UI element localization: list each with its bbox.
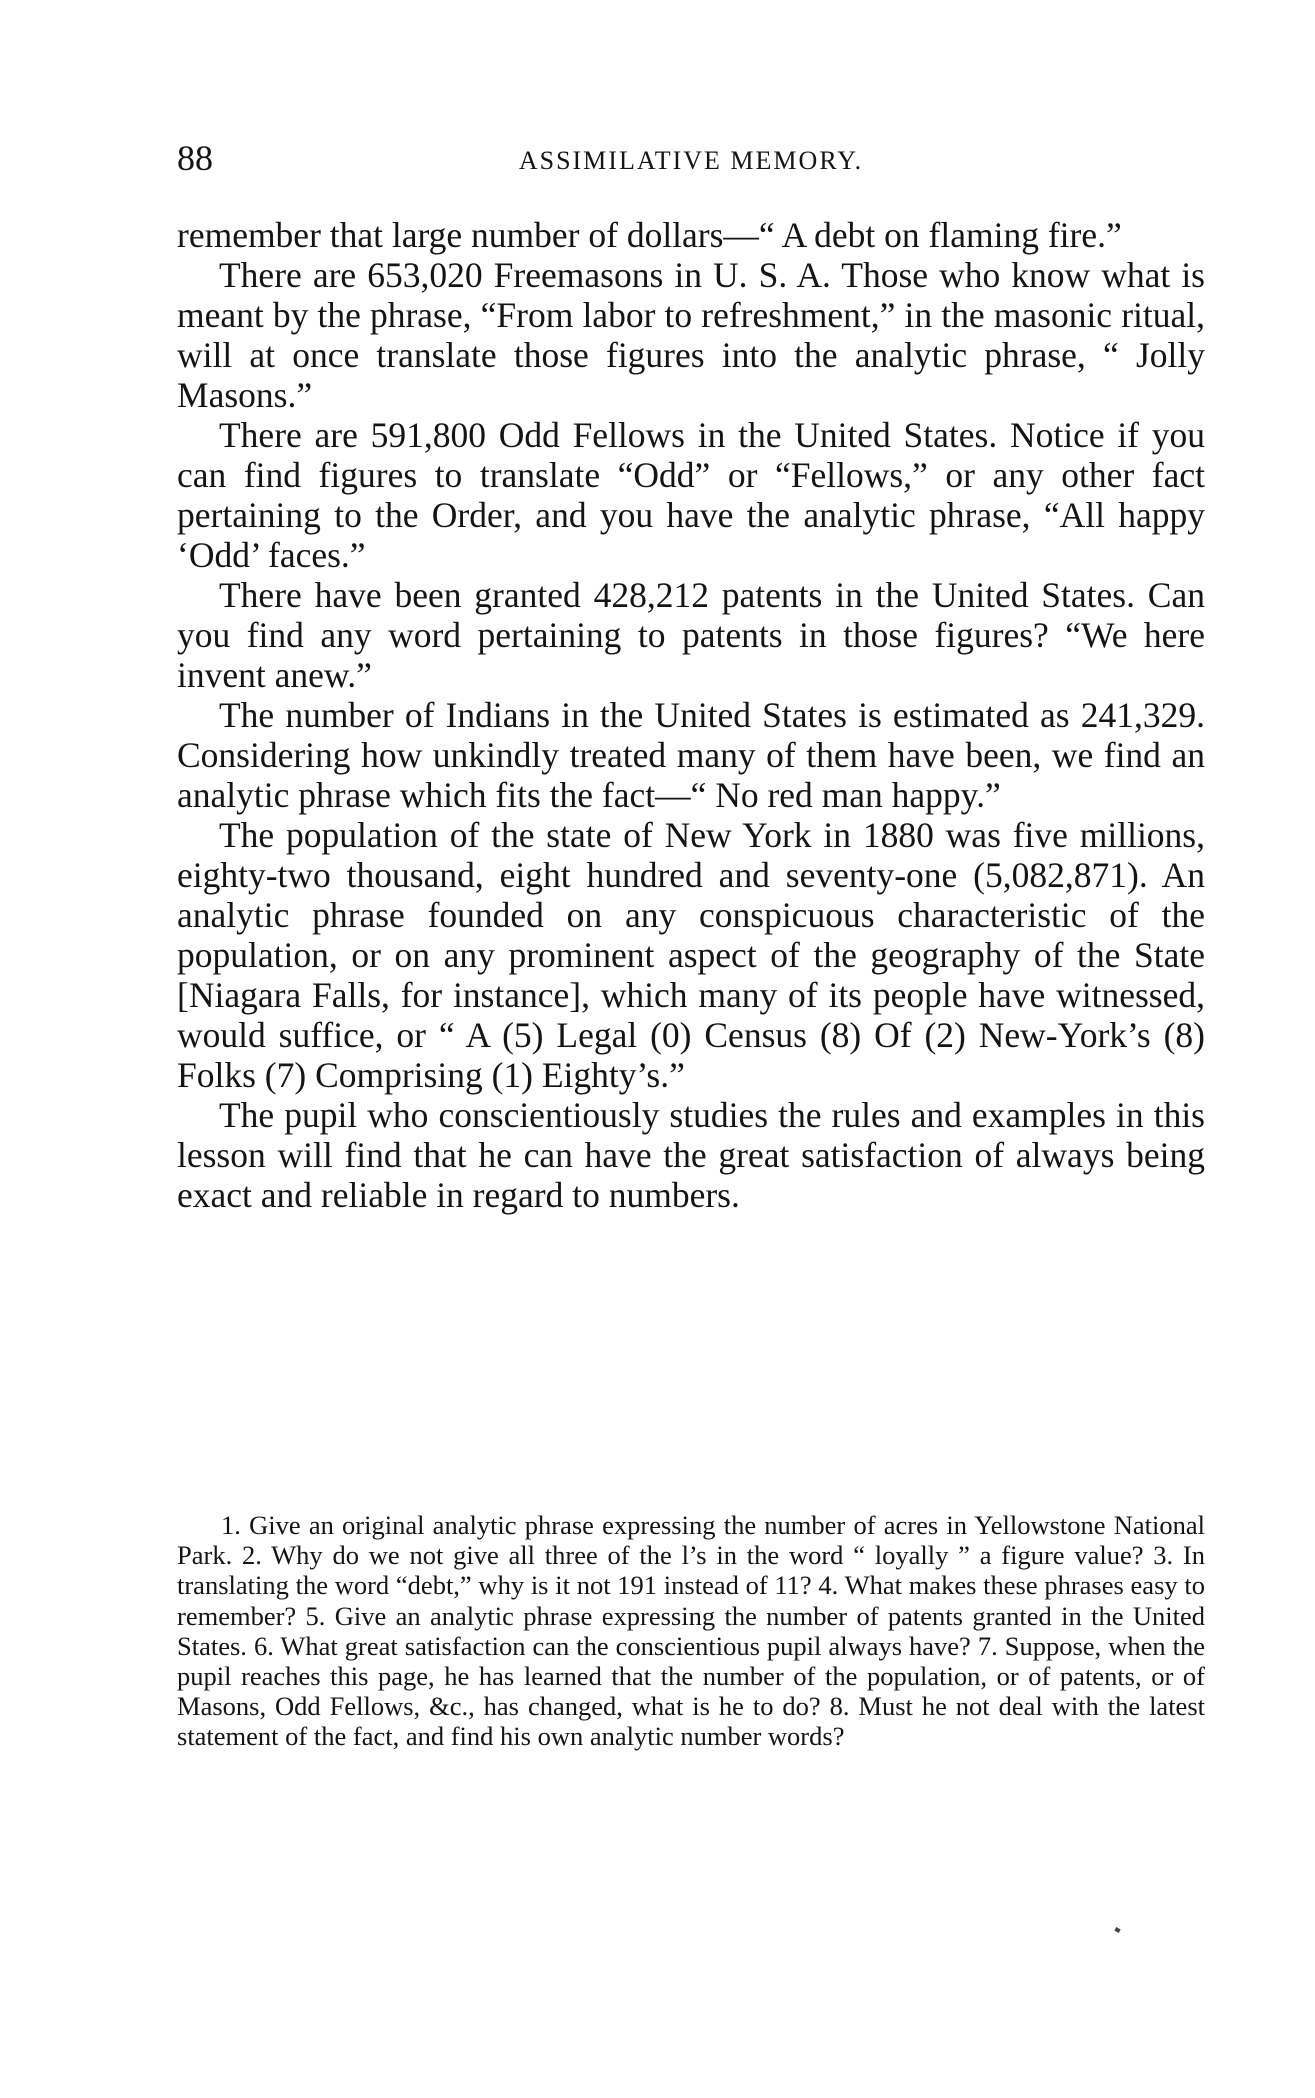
paragraph-odd-fellows: There are 591,800 Odd Fellows in the United States. Notice if you can find figures to translate “Odd” or “Fellows,” or any other fact pertaining to the Order, and you have the analytic phrase, “All happy ‘Odd’ faces.” — [177, 415, 1205, 575]
page-header — [177, 132, 1205, 182]
paragraph-continuation: remember that large number of dollars—“ A debt on flaming fire.” — [177, 215, 1122, 255]
paragraph-new-york: The population of the state of New York in 1880 was five millions, eighty-two thousand, eight hundred and seventy-one (5,082,871). An analytic phrase founded on any conspicuous characteristic of the population, or on any prominent aspect of the geography of the State [Niagara Falls, for instance], which many of its people have witnessed, would suffice, or “ A (5) Legal (0) Census (8) Of (2) New-York’s (8) Folks (7) Comprising (1) Eighty’s.” — [177, 815, 1205, 1095]
review-questions — [177, 1510, 1205, 1752]
body-text — [177, 215, 1205, 1215]
questions-text: 1. Give an original analytic phrase expressing the number of acres in Yellowstone National Park. 2. Why do we not give all three of the l’s in the word “ loyally ” a figure value? 3. In translating the word “debt,” why is it not 191 instead of 11? 4. What makes these phrases easy to remember? 5. Give an analytic phrase expressing the number of patents granted in the United States. 6. What great satisfaction can the conscientious pupil always have? 7. Suppose, when the pupil reaches this page, he has learned that the number of the population, or of patents, or of Masons, Odd Fellows, &c., has changed, what is he to do? 8. Must he not deal with the latest statement of the fact, and find his own analytic number words? — [177, 1510, 1205, 1752]
paragraph-conclusion: The pupil who conscientiously studies the rules and examples in this lesson will find that he can have the great satisfaction of always being exact and reliable in regard to numbers. — [177, 1095, 1205, 1215]
paragraph-patents: There have been granted 428,212 patents in the United States. Can you find any word pertaining to patents in those figures? “We here invent anew.” — [177, 575, 1205, 695]
paragraph-indians: The number of Indians in the United States is estimated as 241,329. Considering how unkindly treated many of them have been, we find an analytic phrase which fits the fact—“ No red man happy.” — [177, 695, 1205, 815]
paragraph-freemasons: There are 653,020 Freemasons in U. S. A. Those who know what is meant by the phrase, “From labor to refreshment,” in the masonic ritual, will at once translate those figures into the analytic phrase, “ Jolly Masons.” — [177, 255, 1205, 415]
running-title: ASSIMILATIVE MEMORY. — [518, 146, 864, 175]
page-number: 88 — [177, 138, 213, 178]
print-speck — [1114, 1927, 1120, 1933]
